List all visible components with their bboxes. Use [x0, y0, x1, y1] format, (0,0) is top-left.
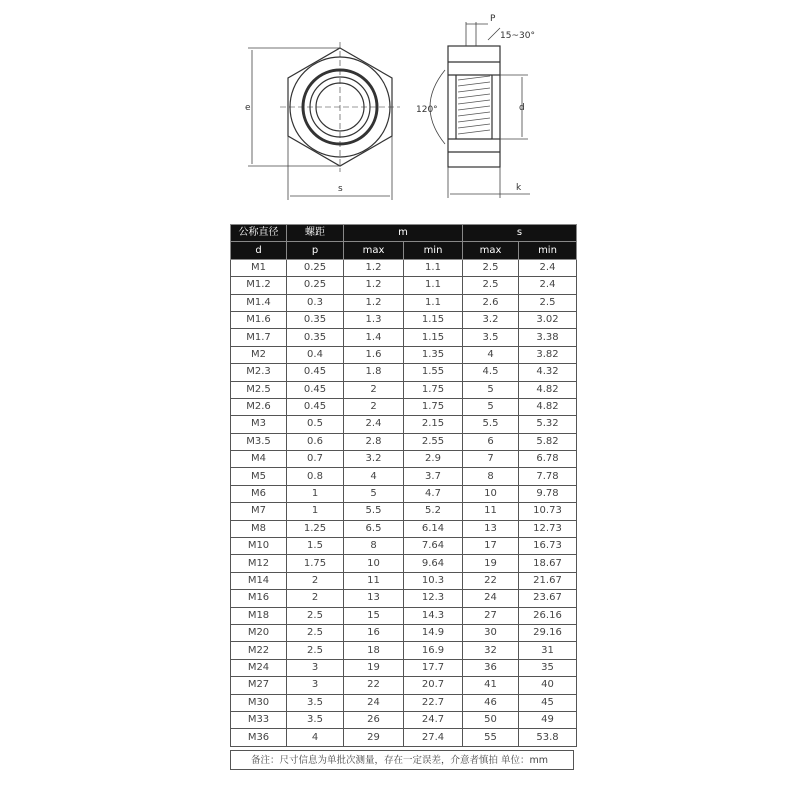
- table-cell: 24: [463, 590, 519, 607]
- table-cell: 3.02: [519, 311, 577, 328]
- table-cell: 19: [463, 555, 519, 572]
- table-cell: 1.75: [404, 381, 463, 398]
- table-cell: 4: [463, 346, 519, 363]
- table-cell: 1.35: [404, 346, 463, 363]
- table-cell: 30: [463, 624, 519, 641]
- table-cell: 14.3: [404, 607, 463, 624]
- table-cell: M22: [231, 642, 287, 659]
- nut-front-view: [280, 42, 400, 172]
- table-cell: 5.82: [519, 433, 577, 450]
- table-cell: M2.5: [231, 381, 287, 398]
- table-cell: 5: [463, 381, 519, 398]
- table-row: [231, 381, 577, 398]
- table-cell: 26.16: [519, 607, 577, 624]
- table-cell: 3.2: [463, 311, 519, 328]
- table-cell: 16.73: [519, 538, 577, 555]
- table-cell: 10: [463, 485, 519, 502]
- table-cell: 0.25: [287, 277, 344, 294]
- table-cell: 0.45: [287, 398, 344, 415]
- table-cell: M2.3: [231, 364, 287, 381]
- table-cell: M33: [231, 711, 287, 728]
- label-angle-top: 15~30°: [500, 31, 535, 41]
- table-cell: 2.55: [404, 433, 463, 450]
- table-cell: 2.15: [404, 416, 463, 433]
- table-cell: 0.8: [287, 468, 344, 485]
- header-row-2: [231, 242, 577, 259]
- table-cell: 27: [463, 607, 519, 624]
- table-cell: 6.5: [344, 520, 404, 537]
- header-s-max: max: [463, 242, 519, 259]
- table-cell: 1: [287, 503, 344, 520]
- table-cell: 2.5: [519, 294, 577, 311]
- table-cell: 24.7: [404, 711, 463, 728]
- table-cell: 2.4: [519, 277, 577, 294]
- table-cell: 3.7: [404, 468, 463, 485]
- table-cell: 10: [344, 555, 404, 572]
- table-cell: 17.7: [404, 659, 463, 676]
- table-cell: 12.3: [404, 590, 463, 607]
- table-cell: 0.7: [287, 451, 344, 468]
- table-row: [231, 468, 577, 485]
- table-cell: 5.5: [463, 416, 519, 433]
- table-cell: M27: [231, 677, 287, 694]
- table-cell: 1.2: [344, 294, 404, 311]
- table-cell: 1.1: [404, 294, 463, 311]
- table-cell: 1.75: [404, 398, 463, 415]
- table-cell: 1.2: [344, 277, 404, 294]
- header-pitch: 螺距: [287, 225, 344, 242]
- table-cell: 4.5: [463, 364, 519, 381]
- table-cell: 26: [344, 711, 404, 728]
- table-cell: 1.6: [344, 346, 404, 363]
- table-cell: 29: [344, 729, 404, 746]
- table-cell: 22: [344, 677, 404, 694]
- table-cell: 2: [344, 381, 404, 398]
- table-cell: 2.6: [463, 294, 519, 311]
- table-row: [231, 433, 577, 450]
- table-cell: 35: [519, 659, 577, 676]
- table-cell: 21.67: [519, 572, 577, 589]
- table-cell: 9.64: [404, 555, 463, 572]
- header-nominal-diameter: 公称直径: [231, 225, 287, 242]
- table-cell: 1.1: [404, 277, 463, 294]
- label-k: k: [516, 183, 522, 193]
- header-p: p: [287, 242, 344, 259]
- table-cell: 29.16: [519, 624, 577, 641]
- table-row: [231, 729, 577, 746]
- table-cell: 2.5: [463, 259, 519, 276]
- table-row: [231, 259, 577, 276]
- thread-hatching: [458, 76, 490, 134]
- table-cell: 0.5: [287, 416, 344, 433]
- table-row: [231, 677, 577, 694]
- table-cell: 1.3: [344, 311, 404, 328]
- table-cell: 22: [463, 572, 519, 589]
- header-m-max: max: [344, 242, 404, 259]
- table-row: [231, 503, 577, 520]
- table-cell: 2.9: [404, 451, 463, 468]
- table-cell: 0.35: [287, 311, 344, 328]
- table-cell: 8: [463, 468, 519, 485]
- table-cell: 3.5: [287, 711, 344, 728]
- table-cell: 53.8: [519, 729, 577, 746]
- table-cell: M20: [231, 624, 287, 641]
- table-cell: 4.32: [519, 364, 577, 381]
- table-cell: 0.45: [287, 364, 344, 381]
- table-cell: 1.8: [344, 364, 404, 381]
- table-cell: 13: [344, 590, 404, 607]
- table-cell: 4.7: [404, 485, 463, 502]
- table-cell: 2.5: [463, 277, 519, 294]
- table-cell: 2: [287, 572, 344, 589]
- table-cell: M6: [231, 485, 287, 502]
- table-row: [231, 451, 577, 468]
- table-cell: 5: [463, 398, 519, 415]
- table-row: [231, 485, 577, 502]
- table-cell: M16: [231, 590, 287, 607]
- table-cell: 2.8: [344, 433, 404, 450]
- table-cell: 40: [519, 677, 577, 694]
- table-cell: 2.4: [344, 416, 404, 433]
- table-cell: 5.32: [519, 416, 577, 433]
- table-row: [231, 398, 577, 415]
- table-cell: 11: [344, 572, 404, 589]
- table-cell: M1: [231, 259, 287, 276]
- table-cell: 3.5: [287, 694, 344, 711]
- table-cell: 1.75: [287, 555, 344, 572]
- label-s: s: [338, 184, 343, 194]
- table-cell: 3: [287, 659, 344, 676]
- table-cell: 2: [344, 398, 404, 415]
- table-cell: 1.15: [404, 311, 463, 328]
- table-cell: 27.4: [404, 729, 463, 746]
- table-row: [231, 642, 577, 659]
- table-row: [231, 572, 577, 589]
- table-cell: 0.6: [287, 433, 344, 450]
- table-cell: 7: [463, 451, 519, 468]
- table-cell: M14: [231, 572, 287, 589]
- table-body: [231, 259, 577, 746]
- header-s: s: [463, 225, 577, 242]
- table-cell: 8: [344, 538, 404, 555]
- table-cell: 1.15: [404, 329, 463, 346]
- header-m-min: min: [404, 242, 463, 259]
- table-cell: 0.35: [287, 329, 344, 346]
- table-cell: M4: [231, 451, 287, 468]
- table-cell: 7.64: [404, 538, 463, 555]
- table-row: [231, 624, 577, 641]
- table-cell: 41: [463, 677, 519, 694]
- table-cell: 10.73: [519, 503, 577, 520]
- table-cell: 31: [519, 642, 577, 659]
- table-row: [231, 711, 577, 728]
- table-cell: 36: [463, 659, 519, 676]
- table-cell: 3.38: [519, 329, 577, 346]
- dimension-p: [466, 22, 500, 46]
- table-cell: 32: [463, 642, 519, 659]
- table-cell: 4.82: [519, 398, 577, 415]
- table-cell: 1: [287, 485, 344, 502]
- table-cell: 55: [463, 729, 519, 746]
- table-cell: 24: [344, 694, 404, 711]
- table-cell: M12: [231, 555, 287, 572]
- label-p: P: [490, 14, 496, 24]
- table-cell: M3.5: [231, 433, 287, 450]
- table-cell: 4.82: [519, 381, 577, 398]
- table-cell: 6.14: [404, 520, 463, 537]
- label-e: e: [245, 103, 251, 113]
- table-cell: 17: [463, 538, 519, 555]
- table-cell: 5: [344, 485, 404, 502]
- table-cell: 6: [463, 433, 519, 450]
- table-cell: 2.4: [519, 259, 577, 276]
- table-cell: 16.9: [404, 642, 463, 659]
- table-cell: 23.67: [519, 590, 577, 607]
- table-cell: M3: [231, 416, 287, 433]
- table-cell: 46: [463, 694, 519, 711]
- footnote: 备注：尺寸信息为单批次测量，存在一定误差，介意者慎拍 单位：mm: [230, 750, 574, 770]
- table-cell: M2.6: [231, 398, 287, 415]
- table-cell: 2: [287, 590, 344, 607]
- table-cell: 0.45: [287, 381, 344, 398]
- table-cell: 1.4: [344, 329, 404, 346]
- table-cell: M2: [231, 346, 287, 363]
- table-cell: M1.7: [231, 329, 287, 346]
- header-s-min: min: [519, 242, 577, 259]
- table-cell: M36: [231, 729, 287, 746]
- table-cell: 6.78: [519, 451, 577, 468]
- nut-spec-table: [230, 224, 577, 747]
- table-cell: 4: [344, 468, 404, 485]
- table-cell: 22.7: [404, 694, 463, 711]
- table-row: [231, 329, 577, 346]
- table-cell: M7: [231, 503, 287, 520]
- table-cell: 9.78: [519, 485, 577, 502]
- table-cell: M1.6: [231, 311, 287, 328]
- table-cell: 1.25: [287, 520, 344, 537]
- table-cell: 3: [287, 677, 344, 694]
- table-cell: 20.7: [404, 677, 463, 694]
- table-cell: 50: [463, 711, 519, 728]
- table-row: [231, 294, 577, 311]
- table-cell: 0.3: [287, 294, 344, 311]
- table-cell: 5.2: [404, 503, 463, 520]
- header-d: d: [231, 242, 287, 259]
- table-cell: 4: [287, 729, 344, 746]
- table-row: [231, 694, 577, 711]
- table-cell: 18: [344, 642, 404, 659]
- table-cell: 13: [463, 520, 519, 537]
- table-row: [231, 311, 577, 328]
- table-cell: M10: [231, 538, 287, 555]
- table-cell: 18.67: [519, 555, 577, 572]
- table-cell: 2.5: [287, 607, 344, 624]
- table-cell: 2.5: [287, 642, 344, 659]
- table-row: [231, 590, 577, 607]
- table-row: [231, 364, 577, 381]
- table-cell: 49: [519, 711, 577, 728]
- table-cell: 15: [344, 607, 404, 624]
- table-row: [231, 659, 577, 676]
- table-cell: M8: [231, 520, 287, 537]
- table-cell: 1.5: [287, 538, 344, 555]
- table-cell: 45: [519, 694, 577, 711]
- label-angle-side: 120°: [416, 105, 438, 115]
- table-cell: 1.2: [344, 259, 404, 276]
- table-cell: 12.73: [519, 520, 577, 537]
- hex-nut-technical-drawing: [0, 0, 800, 210]
- table-cell: 3.2: [344, 451, 404, 468]
- table-cell: M24: [231, 659, 287, 676]
- header-m: m: [344, 225, 463, 242]
- table-cell: 1.1: [404, 259, 463, 276]
- table-cell: M5: [231, 468, 287, 485]
- table-row: [231, 277, 577, 294]
- table-cell: M30: [231, 694, 287, 711]
- table-cell: 16: [344, 624, 404, 641]
- table-cell: 3.5: [463, 329, 519, 346]
- nut-side-view: [448, 46, 500, 167]
- table-cell: 5.5: [344, 503, 404, 520]
- table-cell: M18: [231, 607, 287, 624]
- table-row: [231, 416, 577, 433]
- label-d: d: [519, 103, 525, 113]
- table-row: [231, 346, 577, 363]
- table-cell: 10.3: [404, 572, 463, 589]
- header-row-1: [231, 225, 577, 242]
- table-cell: M1.2: [231, 277, 287, 294]
- table-cell: 2.5: [287, 624, 344, 641]
- table-row: [231, 555, 577, 572]
- table-cell: 14.9: [404, 624, 463, 641]
- table-cell: 19: [344, 659, 404, 676]
- table-cell: M1.4: [231, 294, 287, 311]
- table-cell: 0.25: [287, 259, 344, 276]
- table-cell: 0.4: [287, 346, 344, 363]
- table-cell: 7.78: [519, 468, 577, 485]
- table-cell: 1.55: [404, 364, 463, 381]
- table-cell: 11: [463, 503, 519, 520]
- table-row: [231, 538, 577, 555]
- table-row: [231, 607, 577, 624]
- table-row: [231, 520, 577, 537]
- table-cell: 3.82: [519, 346, 577, 363]
